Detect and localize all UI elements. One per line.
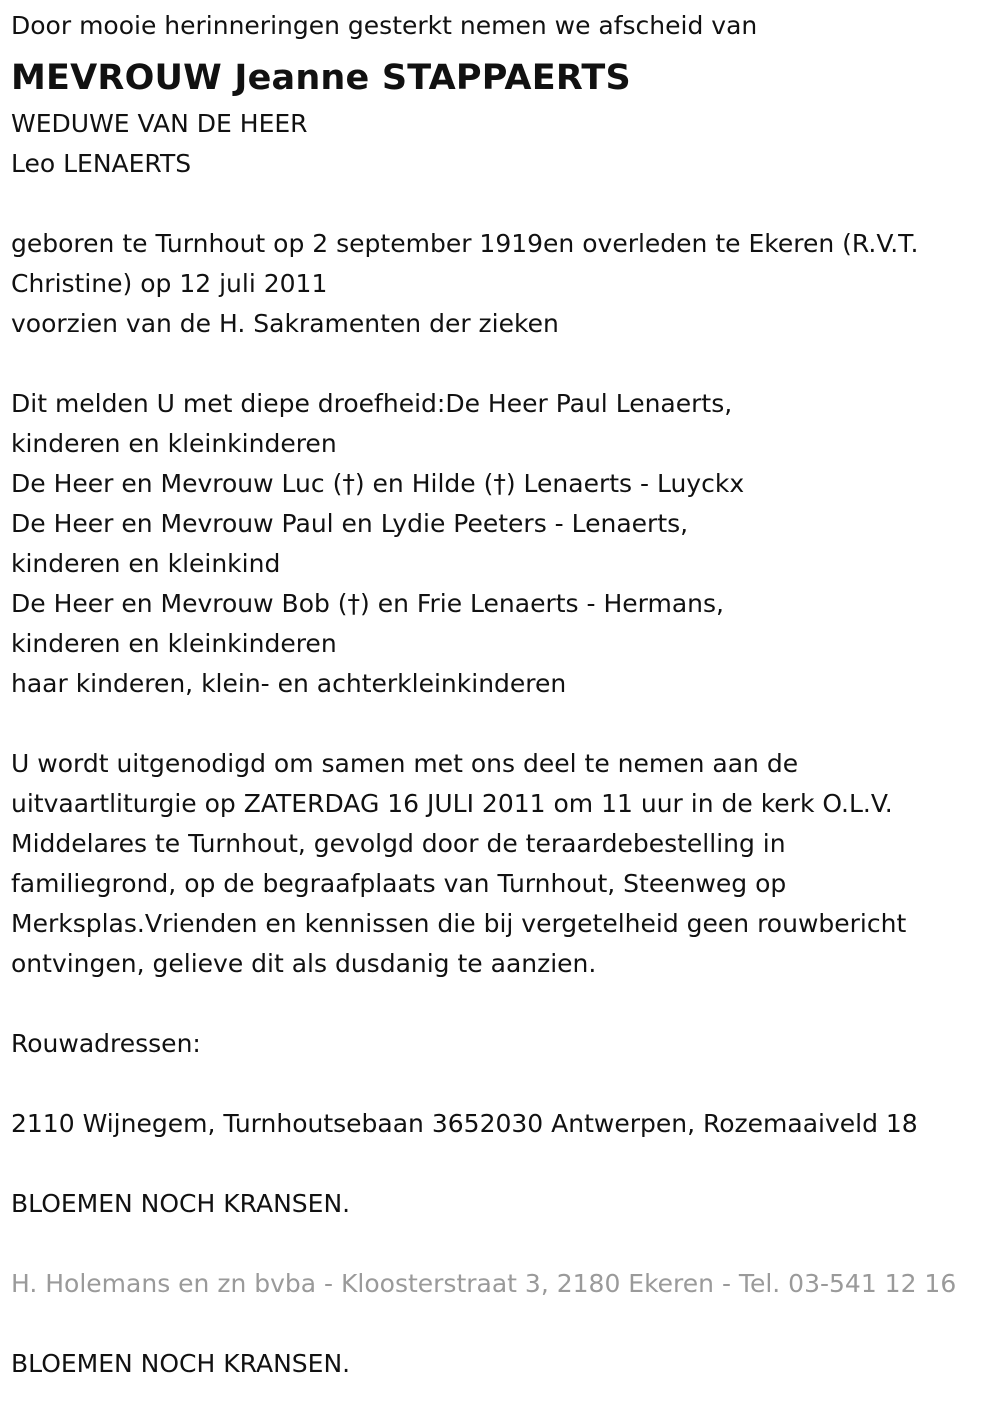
undertaker-info: H. Holemans en zn bvba - Kloosterstraat 3, 2180 Ekeren - Tel. 03-541 12 16 — [11, 1269, 957, 1298]
family-line: kinderen en kleinkinderen — [11, 629, 337, 658]
invitation-line: Middelares te Turnhout, gevolgd door de teraardebestelling in — [11, 829, 786, 858]
addresses-label: Rouwadressen: — [11, 1029, 201, 1058]
deceased-name: MEVROUW Jeanne STAPPAERTS — [11, 58, 631, 98]
family-line: kinderen en kleinkind — [11, 549, 281, 578]
spacer — [11, 1064, 990, 1104]
flowers-notice: BLOEMEN NOCH KRANSEN. — [11, 1189, 351, 1218]
spacer — [11, 344, 990, 384]
family-line: Dit melden U met diepe droefheid:De Heer Paul Lenaerts, — [11, 389, 733, 418]
family-line: haar kinderen, klein- en achterkleinkinderen — [11, 669, 567, 698]
family-line: De Heer en Mevrouw Luc (†) en Hilde (†) Lenaerts - Luyckx — [11, 469, 745, 498]
invitation-line: familiegrond, op de begraafplaats van Turnhout, Steenweg op — [11, 869, 787, 898]
spacer — [11, 1144, 990, 1184]
widow-line: WEDUWE VAN DE HEER — [11, 109, 308, 138]
birth-death-line: Christine) op 12 juli 2011 — [11, 269, 328, 298]
family-line: kinderen en kleinkinderen — [11, 429, 337, 458]
invitation-line: ontvingen, gelieve dit als dusdanig te aanzien. — [11, 949, 597, 978]
addresses: 2110 Wijnegem, Turnhoutsebaan 3652030 Antwerpen, Rozemaaiveld 18 — [11, 1109, 918, 1138]
spacer — [11, 1304, 990, 1344]
spacer — [11, 704, 990, 744]
flowers-notice-repeat: BLOEMEN NOCH KRANSEN. — [11, 1349, 351, 1378]
family-line: De Heer en Mevrouw Bob (†) en Frie Lenaerts - Hermans, — [11, 589, 724, 618]
spacer — [11, 984, 990, 1024]
invitation-line: Merksplas.Vrienden en kennissen die bij vergetelheid geen rouwbericht — [11, 909, 907, 938]
spouse-name: Leo LENAERTS — [11, 149, 192, 178]
intro-text: Door mooie herinneringen gesterkt nemen we afscheid van — [11, 11, 758, 40]
spacer — [11, 184, 990, 224]
invitation-line: U wordt uitgenodigd om samen met ons deel te nemen aan de — [11, 749, 799, 778]
invitation-line: uitvaartliturgie op ZATERDAG 16 JULI 2011 om 11 uur in de kerk O.L.V. — [11, 789, 893, 818]
family-line: De Heer en Mevrouw Paul en Lydie Peeters - Lenaerts, — [11, 509, 689, 538]
spacer — [11, 1224, 990, 1264]
sacraments-line: voorzien van de H. Sakramenten der zieken — [11, 309, 559, 338]
birth-death-line: geboren te Turnhout op 2 september 1919en overleden te Ekeren (R.V.T. — [11, 229, 919, 258]
